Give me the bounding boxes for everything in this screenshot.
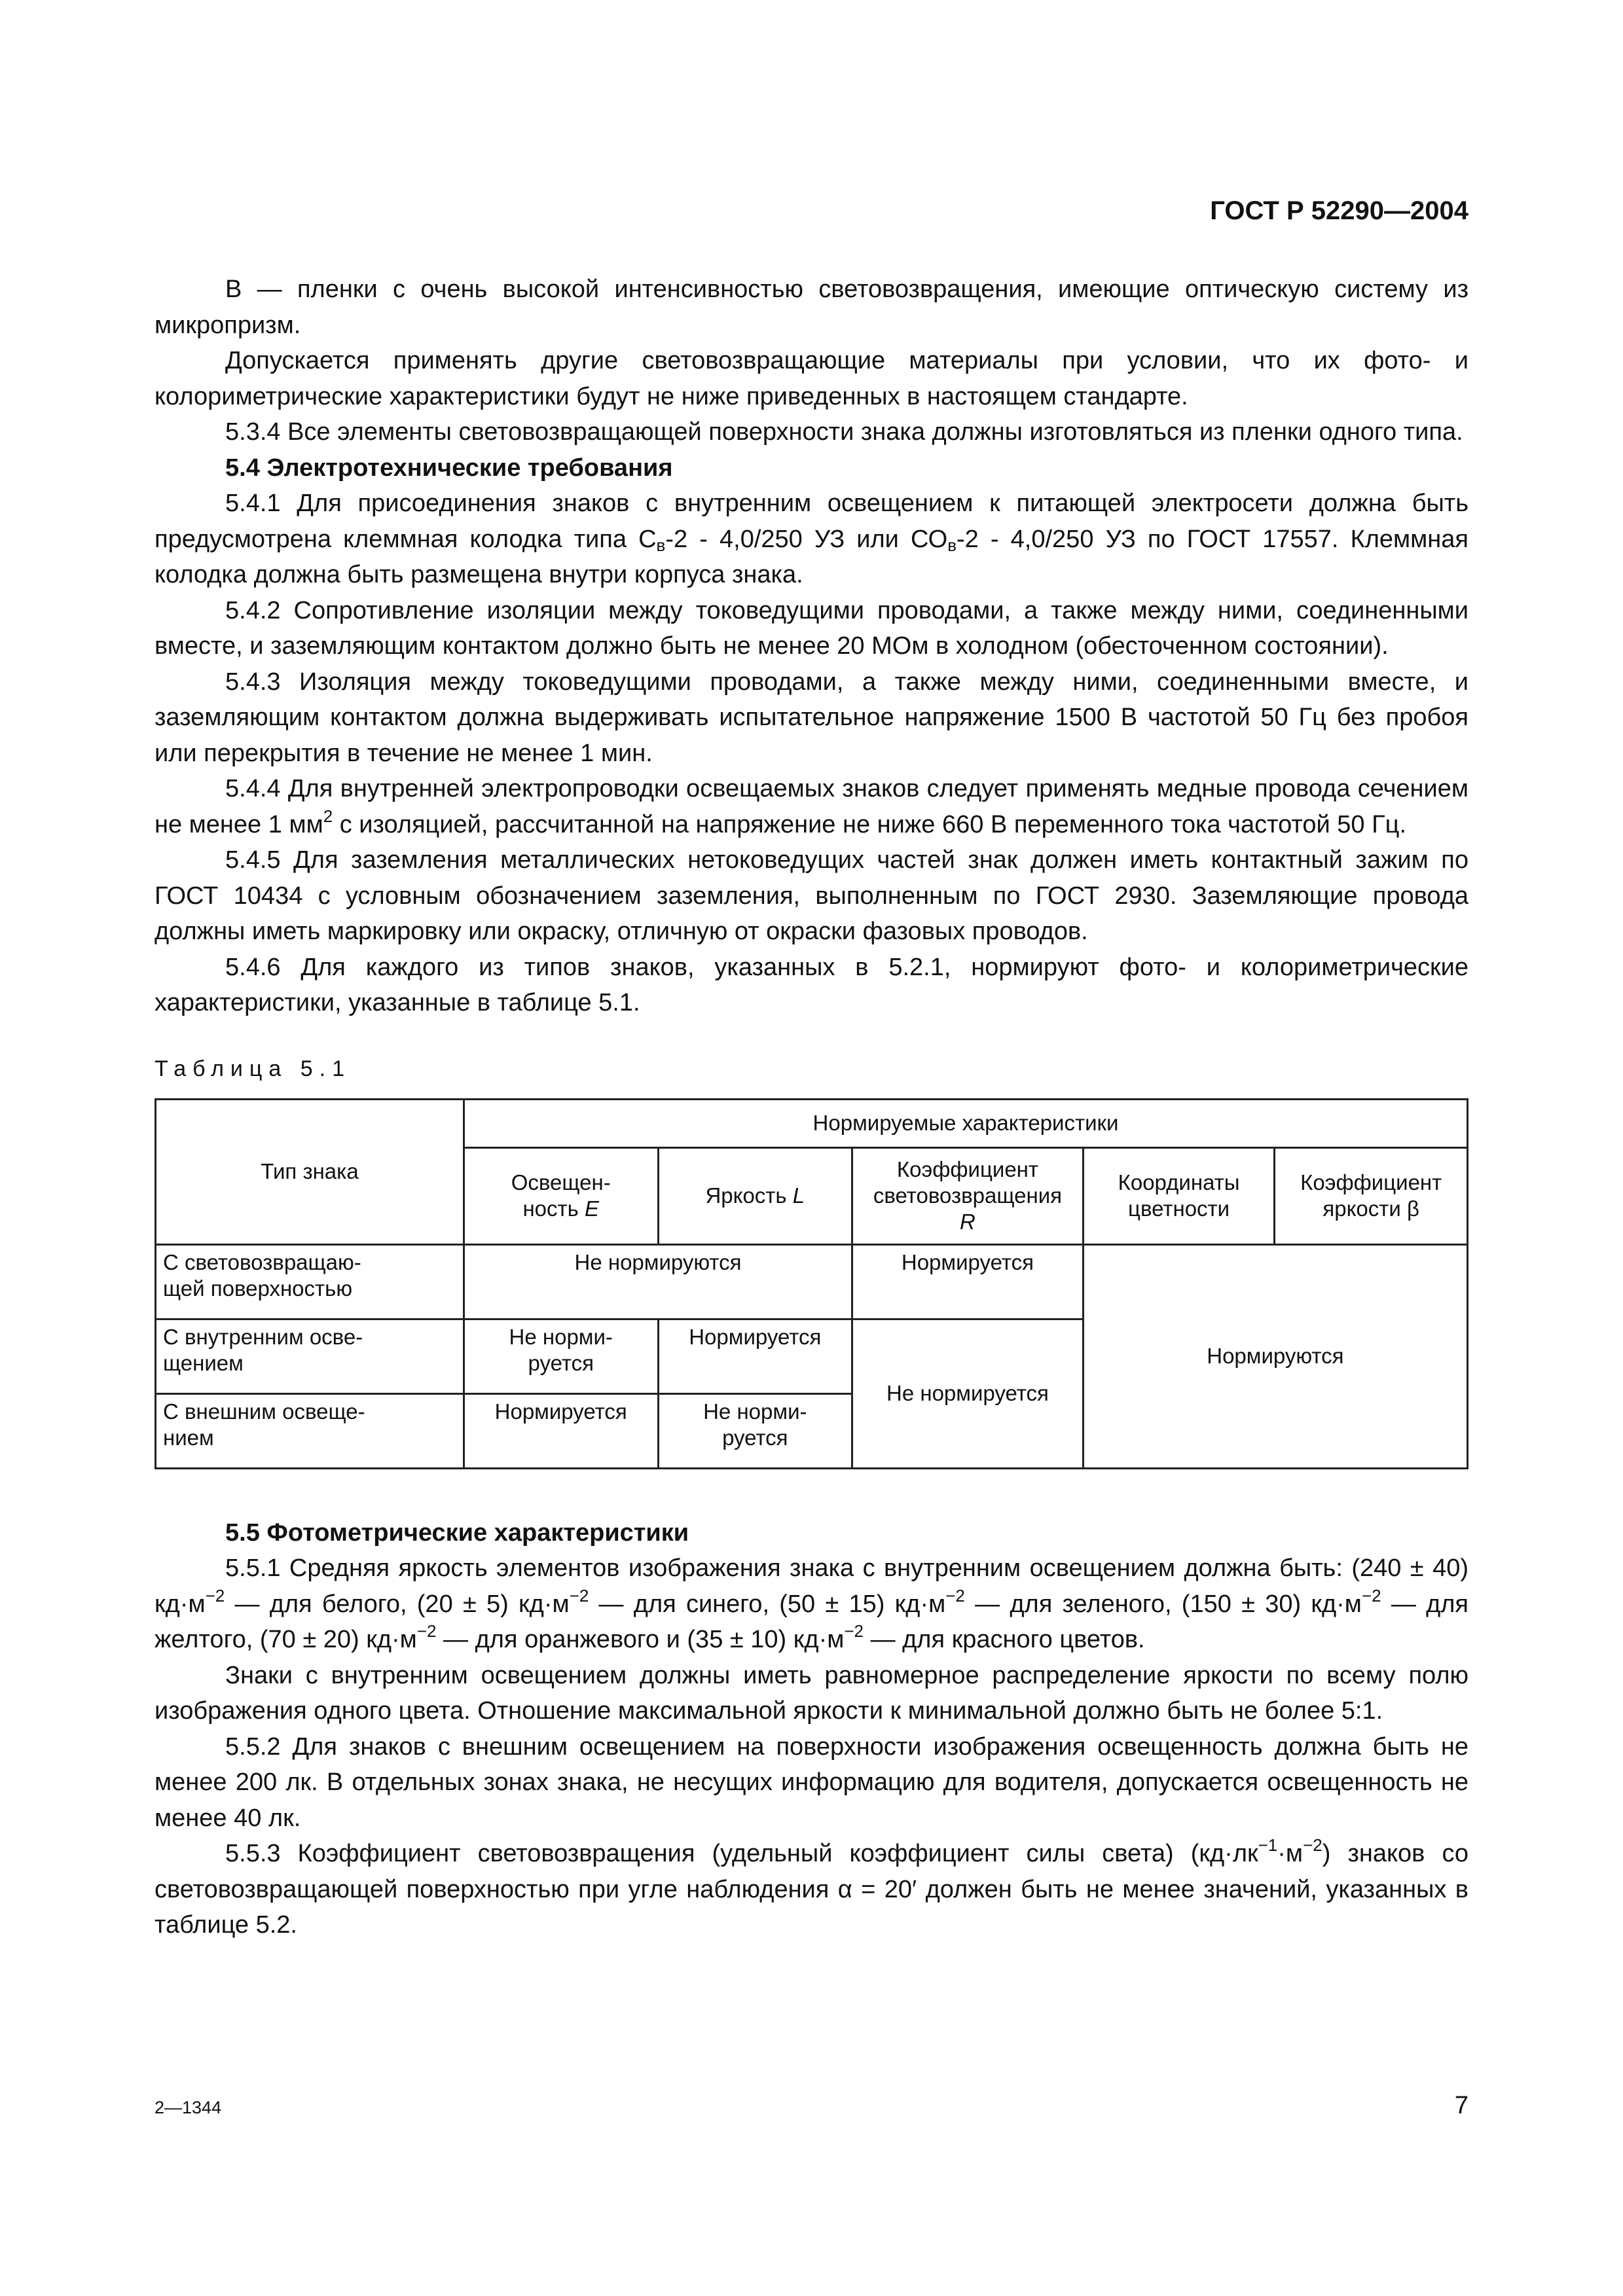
text: цветности xyxy=(1128,1196,1230,1221)
paragraph-5-4-5: 5.4.5 Для заземления металлических нетоковедущих частей знак должен иметь контактный зажим по ГОСТ 10434 с условным обозначением заземления, выполненным по ГОСТ 2930. Заземляющие провода должны иметь маркировку или окраску, отличную от окраски фазовых проводов. xyxy=(155,846,1468,945)
superscript: 2 xyxy=(323,806,333,826)
superscript: −2 xyxy=(416,1621,437,1641)
section-5-5 xyxy=(155,1515,1468,1943)
text: нием xyxy=(163,1425,214,1450)
text: 5.4.4 Для внутренней электропроводки освещаемых знаков следует применять медные провода сечением не менее 1 мм xyxy=(155,775,1468,838)
text: световозвращения xyxy=(873,1183,1063,1208)
paragraph-5-4-4 xyxy=(155,771,1468,842)
text: — для зеленого, (150 ± 30) кд·м xyxy=(964,1590,1362,1618)
cell xyxy=(658,1393,852,1468)
paragraph: Знаки с внутренним освещением должны иметь равномерное распределение яркости по всему полю изображения одного цвета. Отношение максимальной яркости к минимальной должно быть не более 5:1. xyxy=(155,1661,1468,1725)
text: с изоляцией, рассчитанной на напряжение не ниже 660 В переменного тока частотой 50 Гц. xyxy=(333,810,1407,838)
row-label-internal-lighting xyxy=(156,1319,464,1393)
cell: Нормируется xyxy=(658,1319,852,1393)
text: — для желтого, (70 ± 20) кд·м xyxy=(155,1590,1468,1653)
row-label-external-lighting xyxy=(156,1393,464,1468)
text: руется xyxy=(528,1350,594,1375)
header-sign-type: Тип знака xyxy=(156,1099,464,1244)
paragraph: Допускается применять другие световозвращающие материалы при условии, что их фото- и колориметрические характеристики будут не ниже приведенных в настоящем стандарте. xyxy=(155,347,1468,410)
text: 5.4.1 Для присоединения знаков с внутренним освещением к питающей электросети должна быть предусмотрена клеммная колодка типа С xyxy=(155,490,1468,553)
text: — для красного цветов. xyxy=(864,1626,1145,1653)
text: щением xyxy=(163,1350,244,1375)
cell: Нормируется xyxy=(852,1244,1084,1319)
section-heading-5-4: 5.4 Электротехнические требования xyxy=(225,454,673,482)
cell: Нормируется xyxy=(464,1393,658,1468)
text: ) знаков со световозвращающей поверхностью при угле наблюдения α = 20′ должен быть не менее значений, указанных в таблице 5.2. xyxy=(155,1840,1468,1939)
table-caption: Таблица 5.1 xyxy=(155,1056,352,1081)
symbol: L xyxy=(792,1183,805,1208)
text: Коэффициент xyxy=(1300,1170,1442,1194)
print-code: 2—1344 xyxy=(155,2098,222,2117)
symbol: E xyxy=(585,1196,600,1221)
cell: Не нормируется xyxy=(852,1319,1084,1468)
text: С внутренним осве- xyxy=(163,1324,363,1349)
text: яркости β xyxy=(1322,1196,1419,1221)
text: Координаты xyxy=(1118,1170,1240,1194)
text: С внешним освеще- xyxy=(163,1399,365,1424)
text: ·м xyxy=(1277,1840,1304,1867)
superscript: −2 xyxy=(945,1585,965,1605)
header-chromaticity xyxy=(1083,1147,1275,1244)
text: щей поверхностью xyxy=(163,1276,353,1300)
text: Не норми- xyxy=(703,1399,807,1424)
text: — для синего, (50 ± 15) кд·м xyxy=(589,1590,946,1618)
paragraph: В — пленки с очень высокой интенсивностью световозвращения, имеющие оптическую систему из микропризм. xyxy=(155,276,1468,339)
text: руется xyxy=(722,1425,788,1450)
text: Не норми- xyxy=(509,1324,613,1349)
cell xyxy=(464,1319,658,1393)
page-content xyxy=(155,272,1468,1943)
superscript: −2 xyxy=(1303,1835,1322,1855)
text: -2 - 4,0/250 УЗ по ГОСТ 17557. Клеммная колодка должна быть размещена внутри корпуса знака. xyxy=(155,525,1468,588)
paragraph-5-4-2: 5.4.2 Сопротивление изоляции между токоведущими проводами, а также между ними, соединенными вместе, и заземляющим контактом должно быть не менее 20 МОм в холодном (обесточенном состоянии). xyxy=(155,596,1468,660)
text: ность xyxy=(522,1196,585,1221)
paragraph-5-5-3 xyxy=(155,1836,1468,1943)
standard-number: ГОСТ Р 52290—2004 xyxy=(1210,196,1468,225)
header-luminance-factor xyxy=(1275,1147,1468,1244)
subscript: в xyxy=(656,535,666,555)
paragraph-5-5-1 xyxy=(155,1551,1468,1658)
text: Коэффициент xyxy=(896,1157,1039,1181)
superscript: −2 xyxy=(844,1621,864,1641)
superscript: −1 xyxy=(1258,1835,1278,1855)
header-illuminance xyxy=(464,1147,658,1244)
page-number: 7 xyxy=(1454,2092,1468,2119)
text: — для оранжевого и (35 ± 10) кд·м xyxy=(436,1626,845,1653)
symbol: R xyxy=(960,1210,976,1234)
text: -2 - 4,0/250 УЗ или СО xyxy=(665,525,948,553)
text: С световозвращаю- xyxy=(163,1249,361,1274)
section-heading-5-5: 5.5 Фотометрические характеристики xyxy=(225,1518,689,1547)
text: — для белого, (20 ± 5) кд·м xyxy=(225,1590,570,1618)
text: 5.5.3 Коэффициент световозвращения (удельный коэффициент силы света) (кд·лк xyxy=(225,1840,1258,1867)
cell: Нормируются xyxy=(1083,1244,1467,1468)
text: Освещен- xyxy=(511,1170,611,1194)
paragraph-5-4-1 xyxy=(155,486,1468,593)
paragraph: 5.3.4 Все элементы световозвращающей поверхности знака должны изготовляться из пленки одного типа. xyxy=(225,418,1463,446)
header-luminance xyxy=(658,1147,852,1244)
superscript: −2 xyxy=(569,1585,589,1605)
paragraph-5-4-6: 5.4.6 Для каждого из типов знаков, указанных в 5.2.1, нормируют фото- и колориметрические характеристики, указанные в таблице 5.1. xyxy=(155,953,1468,1016)
subscript: в xyxy=(947,535,957,555)
text: Яркость xyxy=(705,1183,793,1208)
superscript: −2 xyxy=(1361,1585,1381,1605)
row-label-retroreflective xyxy=(156,1244,464,1319)
header-normalized-characteristics: Нормируемые характеристики xyxy=(464,1099,1467,1147)
table-5-1 xyxy=(155,1098,1468,1469)
superscript: −2 xyxy=(205,1585,225,1605)
text: 5.5.1 Средняя яркость элементов изображения знака с внутренним освещением должна быть: (240 ± 40) кд·м xyxy=(155,1554,1468,1618)
paragraph-5-5-2: 5.5.2 Для знаков с внешним освещением на поверхности изображения освещенность должна быть не менее 200 лк. В отдельных зонах знака, не несущих информацию для водителя, допускается освещенность не менее 40 лк. xyxy=(155,1732,1468,1832)
header-retroreflection xyxy=(852,1147,1084,1244)
paragraph-5-4-3: 5.4.3 Изоляция между токоведущими проводами, а также между ними, соединенными вместе, и заземляющим контактом должна выдерживать испытательное напряжение 1500 В частотой 50 Гц без пробоя или перекрытия в течение не менее 1 мин. xyxy=(155,668,1468,767)
cell: Не нормируются xyxy=(464,1244,852,1319)
